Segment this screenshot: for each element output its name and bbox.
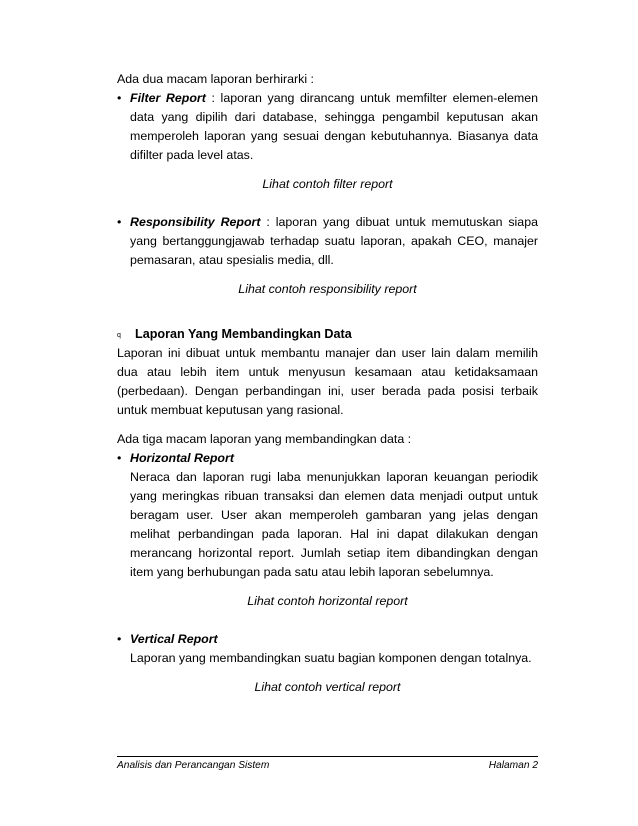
responsibility-report-example-link[interactable]: Lihat contoh responsibility report (238, 282, 417, 296)
horizontal-report-example-link[interactable]: Lihat contoh horizontal report (247, 594, 408, 608)
bullet-icon: • (117, 91, 122, 105)
responsibility-report-term: Responsibility Report (130, 215, 261, 229)
footer-title: Analisis dan Perancangan Sistem (117, 760, 270, 771)
vertical-report-term: Vertical Report (130, 632, 218, 646)
filter-report-text (130, 89, 538, 165)
filter-report-example-link[interactable]: Lihat contoh filter report (262, 177, 393, 191)
filter-report-term: Filter Report (130, 91, 206, 105)
vertical-report-desc: Laporan yang membandingkan suatu bagian komponen dengan totalnya. (130, 651, 532, 665)
bullet-icon: • (117, 632, 122, 646)
bullet-icon: • (117, 215, 122, 229)
filter-report-desc: : laporan yang dirancang untuk memfilter elemen-elemen data yang dipilih dari database, sehingga pengambil keputusan akan memperoleh laporan yang sesuai dengan kebutuhannya. Biasanya data difilter pada level atas. (130, 91, 538, 162)
responsibility-report-text (130, 213, 538, 270)
section-title: Laporan Yang Membandingkan Data (135, 327, 352, 341)
filter-report-item (117, 89, 538, 165)
footer-page-number: Halaman 2 (488, 760, 538, 771)
responsibility-report-item (117, 213, 538, 270)
responsibility-report-desc: : laporan yang dibuat untuk memutuskan siapa yang bertanggungjawab terhadap suatu laporan, apakah CEO, manajer pemasaran, atau spesialis media, dll. (130, 215, 538, 267)
vertical-report-item (117, 630, 538, 668)
document-body (117, 70, 538, 697)
horizontal-report-item (117, 449, 538, 582)
intro-line-2: Ada tiga macam laporan yang membandingkan data : (117, 432, 412, 446)
horizontal-report-desc: Neraca dan laporan rugi laba menunjukkan laporan keuangan periodik yang meringkas ribuan transaksi dan elemen data menjadi output untuk beragam user. User akan memperoleh gambaran yang jelas dengan melihat perbandingan pada laporan. Hal ini dapat dilakukan dengan merancang horizontal report. Jumlah setiap item dibandingkan dengan item yang berhubungan pada satu atau lebih laporan sebelumnya. (130, 470, 538, 579)
section-paragraph: Laporan ini dibuat untuk membantu manajer dan user lain dalam memilih dua atau lebih item untuk menyusun kesamaan atau ketidaksamaan (perbedaan). Dengan perbandingan ini, user berada pada posisi terbaik untuk membuat keputusan yang rasional. (117, 346, 538, 417)
vertical-report-example-link[interactable]: Lihat contoh vertical report (254, 680, 401, 694)
section-heading (117, 325, 538, 344)
horizontal-report-term: Horizontal Report (130, 451, 234, 465)
page-footer (117, 756, 538, 771)
section-marker-icon: q (117, 332, 121, 339)
intro-line-1: Ada dua macam laporan berhirarki : (117, 72, 314, 86)
bullet-icon: • (117, 451, 122, 465)
